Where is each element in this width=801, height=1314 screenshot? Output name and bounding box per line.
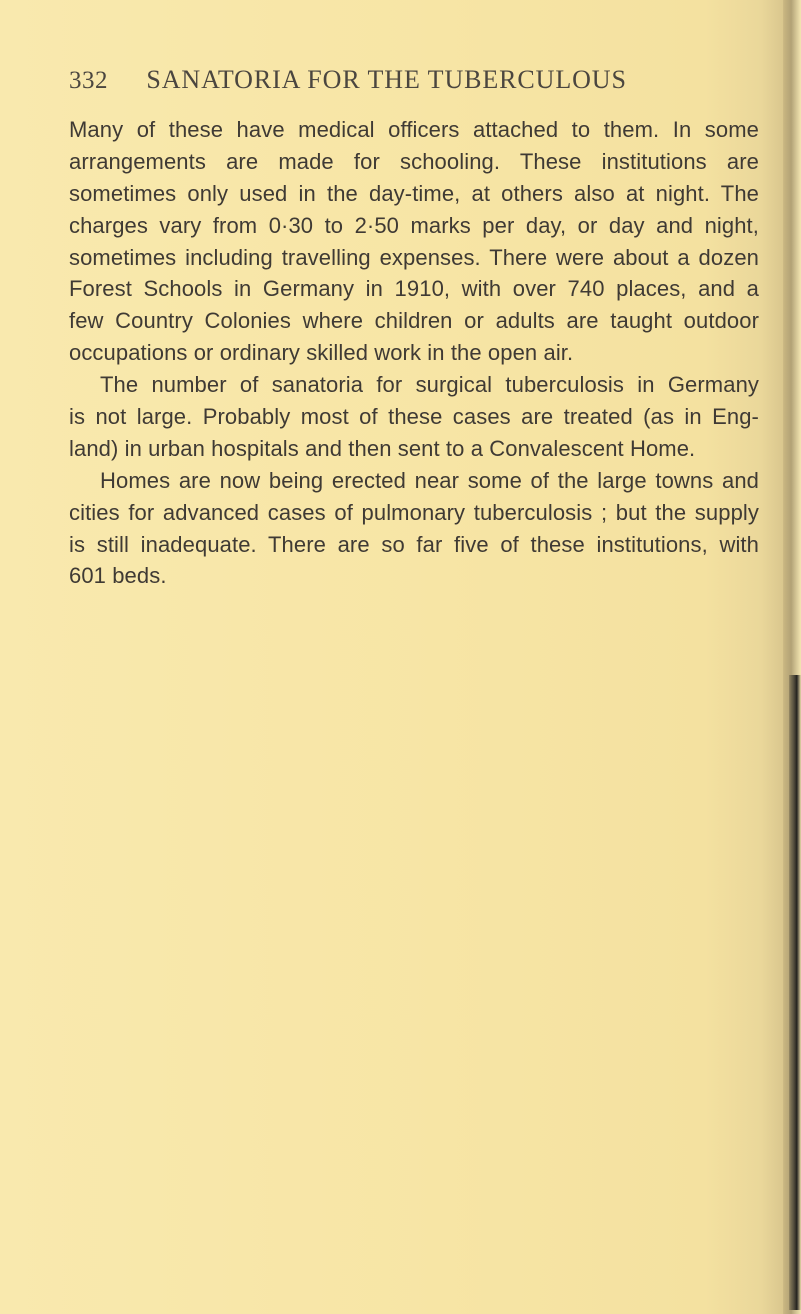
running-title: SANATORIA FOR THE TUBERCULOUS [146, 65, 627, 94]
paragraph-start-line: The number of sanatoria for surgical tuberculosis in Germany [100, 372, 759, 398]
text-line: sometimes including travelling expenses. There were about a dozen [69, 244, 759, 270]
text-line: charges vary from 0·30 to 2·50 marks per day, or day and night, [69, 212, 759, 238]
text-line: Forest Schools in Germany in 1910, with over 740 places, and a [69, 276, 759, 302]
paragraph-start-line: Homes are now being erected near some of the large towns and [100, 467, 759, 493]
page-body-text [69, 114, 759, 592]
text-line: land) in urban hospitals and then sent to a Convalescent Home. [69, 435, 696, 461]
text-line: occupations or ordinary skilled work in the open air. [69, 340, 574, 366]
page-number: 332 [69, 67, 108, 94]
text-line: few Country Colonies where children or adults are taught outdoor [69, 308, 759, 334]
text-line: Many of these have medical officers attached to them. In some [69, 117, 759, 142]
running-header [69, 64, 759, 104]
text-line: sometimes only used in the day-time, at others also at night. The [69, 180, 759, 206]
text-line: is still inadequate. There are so far five of these institutions, with [69, 531, 759, 557]
dark-page-edge [789, 675, 801, 1310]
text-line: arrangements are made for schooling. These institutions are [69, 148, 759, 174]
text-line: is not large. Probably most of these cases are treated (as in Eng- [69, 404, 759, 430]
text-line: 601 beds. [69, 563, 167, 589]
text-line: cities for advanced cases of pulmonary tuberculosis ; but the supply [69, 499, 759, 525]
